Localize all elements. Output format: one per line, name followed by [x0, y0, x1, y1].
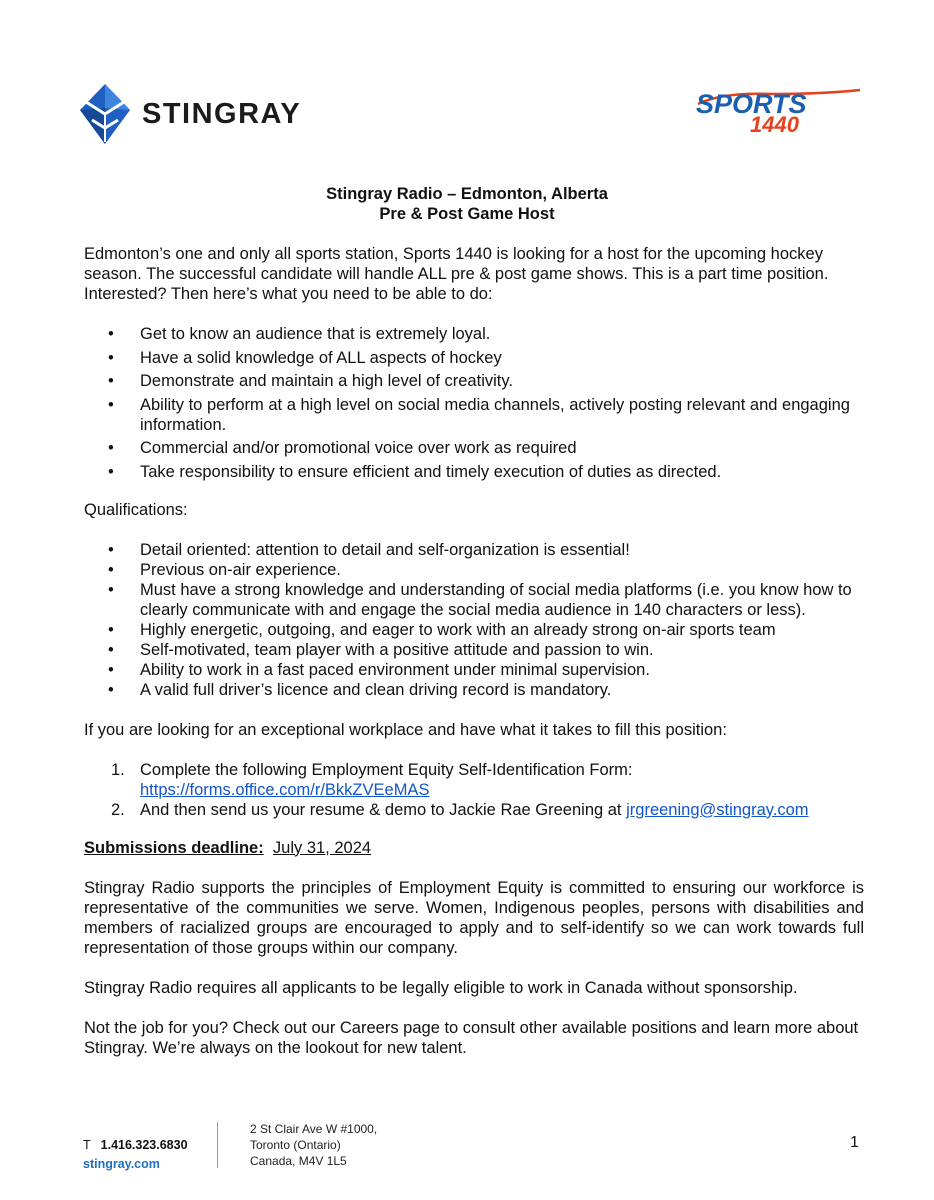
duties-list: [84, 324, 864, 482]
job-title-position: Pre & Post Game Host: [379, 205, 555, 223]
stingray-diamond-icon: [80, 84, 130, 144]
equity-form-link[interactable]: https://forms.office.com/r/BkkZVEeMAS: [140, 780, 430, 799]
qualifications-list: [84, 540, 864, 700]
closing-paragraph: Not the job for you? Check out our Careers page to consult other available positions and learn more about Stingray. We’re always on the lookout for new talent.: [84, 1018, 859, 1057]
list-item: • A valid full driver’s licence and clean driving record is mandatory.: [84, 680, 864, 700]
qualifications-heading: Qualifications:: [84, 500, 188, 519]
list-item: • Commercial and/or promotional voice over work as required: [84, 438, 864, 458]
eligibility-statement: Stingray Radio requires all applicants to be legally eligible to work in Canada without sponsorship.: [84, 978, 798, 997]
step-item: [84, 800, 864, 820]
list-item: • Demonstrate and maintain a high level of creativity.: [84, 371, 864, 391]
equity-statement: Stingray Radio supports the principles of Employment Equity is committed to ensuring our workforce is representative of the communities we serve. Women, Indigenous peoples, persons with disabilities and members of racialized groups are encouraged to apply and to self-identify so we can work towards full representation of those groups within our company.: [84, 878, 864, 957]
deadline-date: July 31, 2024: [272, 838, 372, 857]
step-text: And then send us your resume & demo to Jackie Rae Greening at: [140, 800, 627, 819]
sports-logo-word: SPORTS: [696, 89, 807, 119]
submission-deadline: [84, 838, 864, 858]
list-item: • Ability to perform at a high level on social media channels, actively posting relevant and engaging information.: [84, 395, 864, 435]
step-text: Complete the following Employment Equity Self-Identification Form:: [140, 760, 633, 779]
address-line: Canada, M4V 1L5: [250, 1154, 347, 1168]
phone-number: 1.416.323.6830: [100, 1138, 188, 1152]
application-steps: [84, 760, 864, 820]
footer-contact: [83, 1136, 188, 1174]
intro-paragraph: Edmonton’s one and only all sports station, Sports 1440 is looking for a host for the upcoming hockey season. The successful candidate will handle ALL pre & post game shows. This is a part time position. Interested? Then here’s what you need to be able to do:: [84, 245, 829, 303]
step-item: [84, 760, 864, 800]
footer-address: [250, 1121, 377, 1169]
step-number: 1.: [111, 760, 125, 779]
footer-divider: [217, 1122, 218, 1168]
job-title-location: Stingray Radio – Edmonton, Alberta: [326, 185, 608, 203]
phone-label: T: [83, 1138, 91, 1152]
list-item: • Detail oriented: attention to detail and self-organization is essential!: [84, 540, 864, 560]
list-item: • Get to know an audience that is extremely loyal.: [84, 324, 864, 344]
list-item: • Must have a strong knowledge and understanding of social media platforms (i.e. you know how to clearly communicate with and engage the social media audience in 140 characters or less).: [84, 580, 864, 620]
address-line: Toronto (Ontario): [250, 1138, 341, 1152]
list-item: • Take responsibility to ensure efficient and timely execution of duties as directed.: [84, 462, 864, 482]
list-item: • Previous on-air experience.: [84, 560, 864, 580]
step-number: 2.: [111, 800, 125, 819]
stingray-wordmark: STINGRAY: [142, 97, 302, 130]
email-link[interactable]: jrgreening@stingray.com: [626, 800, 809, 819]
list-item: • Highly energetic, outgoing, and eager to work with an already strong on-air sports team: [84, 620, 864, 640]
apply-intro: If you are looking for an exceptional workplace and have what it takes to fill this position:: [84, 720, 727, 739]
sports-logo-number: 1440: [750, 112, 799, 136]
website-link[interactable]: stingray.com: [83, 1157, 160, 1171]
list-item: • Have a solid knowledge of ALL aspects of hockey: [84, 348, 864, 368]
list-item: • Self-motivated, team player with a positive attitude and passion to win.: [84, 640, 864, 660]
job-title-block: [0, 184, 934, 224]
page-number: 1: [850, 1134, 859, 1151]
document-body: [84, 244, 864, 1058]
list-item: • Ability to work in a fast paced environment under minimal supervision.: [84, 660, 864, 680]
sports-1440-logo: [692, 86, 867, 136]
deadline-label: Submissions deadline:: [84, 838, 264, 857]
stingray-logo: [80, 84, 301, 144]
address-line: 2 St Clair Ave W #1000,: [250, 1122, 378, 1136]
